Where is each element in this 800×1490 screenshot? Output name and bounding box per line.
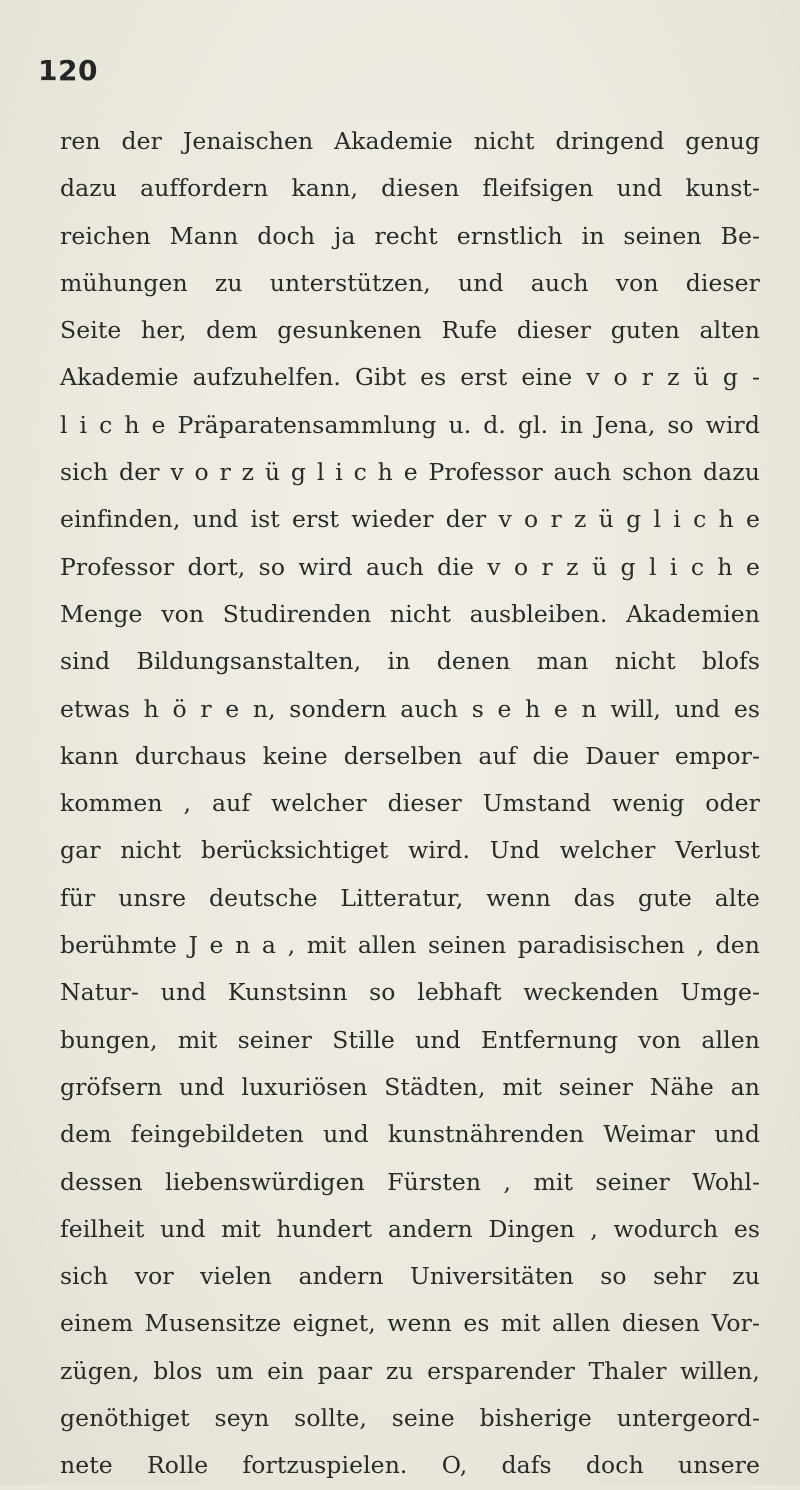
text-line: mühungen zu unterstützen, und auch von dieser <box>60 268 760 297</box>
text-line: Menge von Studirenden nicht ausbleiben. Akademien <box>60 599 760 628</box>
text-line: kann durchaus keine derselben auf die Dauer empor- <box>60 741 760 770</box>
text-line: ren der Jenaischen Akademie nicht dringend genug <box>60 127 760 155</box>
text-line: dessen liebenswürdigen Fürsten , mit seiner Wohl- <box>60 1167 760 1196</box>
text-line: genöthiget seyn sollte, seine bisherige untergeord- <box>60 1404 760 1433</box>
text-line: dem feingebildeten und kunstnährenden Weimar und <box>60 1120 760 1149</box>
text-line: feilheit und mit hundert andern Dingen , wodurch es <box>60 1214 760 1243</box>
text-line: Natur- und Kunstsinn so lebhaft weckenden Umge- <box>60 978 760 1007</box>
text-line: gröfsern und luxuriösen Städten, mit seiner Nähe an <box>60 1072 760 1101</box>
text-line: gar nicht berücksichtiget wird. Und welcher Verlust <box>60 836 760 865</box>
text-line: l i c h e Präparatensammlung u. d. gl. in Jena, so wird <box>60 410 760 439</box>
text-line: nete Rolle fortzuspielen. O, dafs doch unsere <box>60 1451 760 1480</box>
text-line: zügen, blos um ein paar zu ersparender Thaler willen, <box>60 1356 760 1385</box>
text-line: dazu auffordern kann, diesen fleifsigen und kunst- <box>60 174 760 203</box>
text-line: sind Bildungsanstalten, in denen man nicht blofs <box>60 647 760 676</box>
text-line: sich der v o r z ü g l i c h e Professor auch schon dazu <box>60 458 760 487</box>
text-line: etwas h ö r e n, sondern auch s e h e n will, und es <box>60 694 760 723</box>
text-line: Seite her, dem gesunkenen Rufe dieser guten alten <box>60 316 760 345</box>
text-line: bungen, mit seiner Stille und Entfernung von allen <box>60 1025 760 1054</box>
body-text <box>60 118 760 1490</box>
text-line: einfinden, und ist erst wieder der v o r z ü g l i c h e <box>60 505 760 534</box>
text-line: für unsre deutsche Litteratur, wenn das gute alte <box>60 883 760 912</box>
text-line: Professor dort, so wird auch die v o r z ü g l i c h e <box>60 552 760 581</box>
text-line: sich vor vielen andern Universitäten so sehr zu <box>60 1262 760 1291</box>
text-line: einem Musensitze eignet, wenn es mit allen diesen Vor- <box>60 1309 760 1338</box>
text-line: kommen , auf welcher dieser Umstand wenig oder <box>60 789 760 818</box>
page-number: 120 <box>38 54 98 87</box>
text-line: Akademie aufzuhelfen. Gibt es erst eine v o r z ü g - <box>60 363 760 392</box>
text-line: reichen Mann doch ja recht ernstlich in seinen Be- <box>60 221 760 250</box>
text-line: berühmte J e n a , mit allen seinen paradisischen , den <box>60 931 760 960</box>
